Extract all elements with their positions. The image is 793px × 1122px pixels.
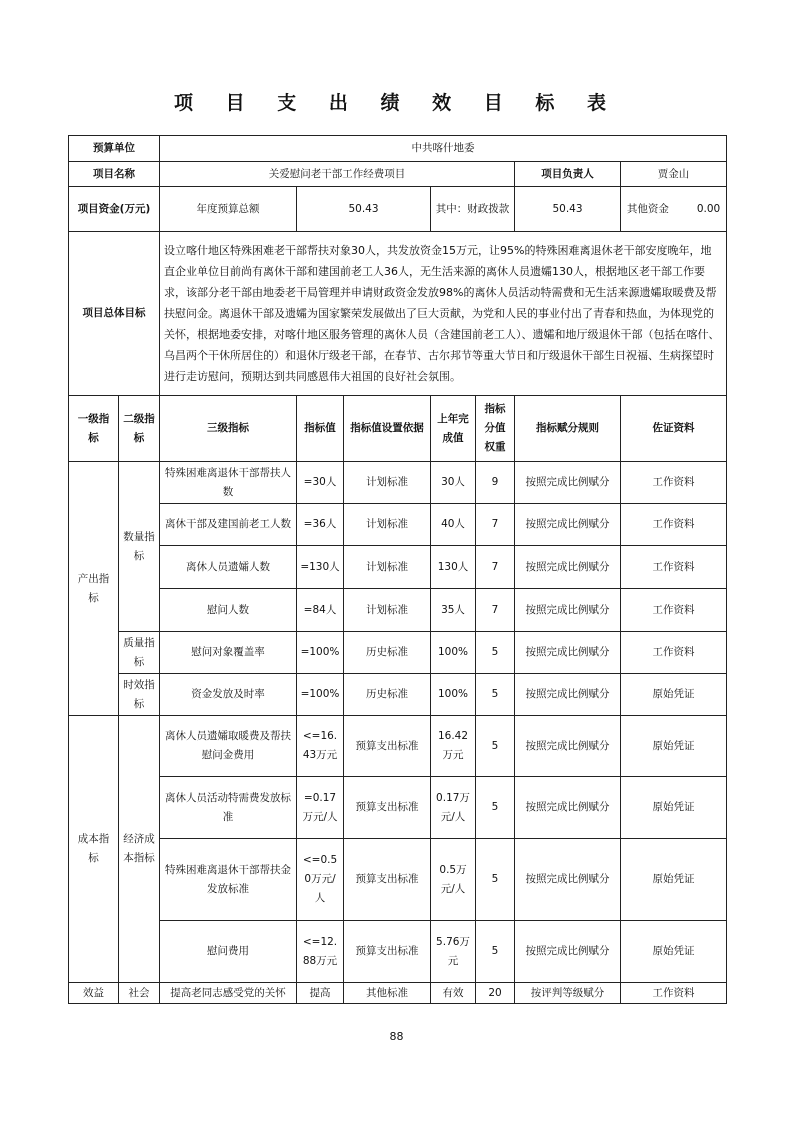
row-value: =84人 xyxy=(297,589,344,632)
row-value: <=0.50万元/人 xyxy=(297,839,344,921)
row-basis: 计划标准 xyxy=(344,462,431,504)
row-name: 资金发放及时率 xyxy=(160,674,297,716)
row-last: 5.76万元 xyxy=(431,921,476,983)
budget-unit-value: 中共喀什地委 xyxy=(160,136,727,162)
row-value: =0.17万元/人 xyxy=(297,777,344,839)
row-weight: 5 xyxy=(476,674,515,716)
row-basis: 计划标准 xyxy=(344,589,431,632)
other-funds-value: 0.00 xyxy=(696,202,721,215)
row-rule: 按评判等级赋分 xyxy=(515,983,621,1004)
row-value: <=12.88万元 xyxy=(297,921,344,983)
other-funds-cell xyxy=(621,187,727,232)
header-last-year: 上年完成值 xyxy=(431,396,476,462)
row-basis: 历史标准 xyxy=(344,674,431,716)
page-number: 88 xyxy=(389,1030,404,1043)
overall-goal-text: 设立喀什地区特殊困难老干部帮扶对象30人，共发放资金15万元，让95%的特殊困难离退休老干部安度晚年，地直企业单位目前尚有离休干部和建国前老工人36人，无生活来源的离休人员遗孀130人，根据地区老干部工作要求，该部分老干部由地委老干局管理并申请财政资金发放98%的离休人员活动特需费和无生活来源遗孀取暖费及帮扶慰问金。离退休干部及遗孀为国家繁荣发展做出了巨大贡献，为党和人民的事业付出了青春和热血，为体现党的关怀，根据地委安排，对喀什地区服务管理的离休人员（含建国前老工人）、遗孀和地厅级退休干部（包括在喀什、乌昌两个干休所居住的）和退休厅级老干部，在春节、古尔邦节等重大节日和厅级退休干部生日祝福、生病探望时进行走访慰问，预期达到共同感恩伟大祖国的良好社会氛围。 xyxy=(160,232,727,396)
row-rule: 按照完成比例赋分 xyxy=(515,777,621,839)
header-weight: 指标分值权重 xyxy=(476,396,515,462)
fiscal-value: 50.43 xyxy=(515,187,621,232)
row-value: 提高 xyxy=(297,983,344,1004)
overall-goal-label: 项目总体目标 xyxy=(69,232,160,396)
group-economic: 经济成本指标 xyxy=(119,716,160,983)
row-rule: 按照完成比例赋分 xyxy=(515,462,621,504)
row-rule: 按照完成比例赋分 xyxy=(515,589,621,632)
row-last: 100% xyxy=(431,674,476,716)
row-weight: 5 xyxy=(476,921,515,983)
row-evidence: 原始凭证 xyxy=(621,839,727,921)
group-quality: 质量指标 xyxy=(119,632,160,674)
row-last: 100% xyxy=(431,632,476,674)
row-basis: 其他标准 xyxy=(344,983,431,1004)
row-evidence: 工作资料 xyxy=(621,983,727,1004)
row-evidence: 原始凭证 xyxy=(621,777,727,839)
row-basis: 计划标准 xyxy=(344,546,431,589)
row-evidence: 工作资料 xyxy=(621,632,727,674)
budget-unit-label: 预算单位 xyxy=(69,136,160,162)
row-name: 慰问对象覆盖率 xyxy=(160,632,297,674)
header-basis: 指标值设置依据 xyxy=(344,396,431,462)
project-name-label: 项目名称 xyxy=(69,162,160,187)
row-weight: 7 xyxy=(476,504,515,546)
project-name-value: 关爱慰问老干部工作经费项目 xyxy=(160,162,515,187)
group-quantity: 数量指标 xyxy=(119,462,160,632)
row-weight: 5 xyxy=(476,716,515,777)
row-name: 特殊困难离退休干部帮扶人数 xyxy=(160,462,297,504)
row-name: 离休人员活动特需费发放标准 xyxy=(160,777,297,839)
row-value: <=16.43万元 xyxy=(297,716,344,777)
group-timeliness: 时效指标 xyxy=(119,674,160,716)
row-evidence: 原始凭证 xyxy=(621,716,727,777)
row-last: 35人 xyxy=(431,589,476,632)
group-cost: 成本指标 xyxy=(69,716,119,983)
fiscal-label: 其中：财政拨款 xyxy=(431,187,515,232)
row-weight: 5 xyxy=(476,632,515,674)
row-last: 30人 xyxy=(431,462,476,504)
row-rule: 按照完成比例赋分 xyxy=(515,674,621,716)
header-rule: 指标赋分规则 xyxy=(515,396,621,462)
page-title: 项 目 支 出 绩 效 目 标 表 xyxy=(174,92,619,114)
row-last: 130人 xyxy=(431,546,476,589)
row-value: =36人 xyxy=(297,504,344,546)
row-value: =130人 xyxy=(297,546,344,589)
row-name: 慰问费用 xyxy=(160,921,297,983)
row-weight: 5 xyxy=(476,777,515,839)
row-name: 慰问人数 xyxy=(160,589,297,632)
row-basis: 预算支出标准 xyxy=(344,839,431,921)
row-weight: 5 xyxy=(476,839,515,921)
header-level2: 二级指标 xyxy=(119,396,160,462)
header-level1: 一级指标 xyxy=(69,396,119,462)
row-value: =100% xyxy=(297,632,344,674)
row-value: =30人 xyxy=(297,462,344,504)
row-weight: 7 xyxy=(476,589,515,632)
header-evidence: 佐证资料 xyxy=(621,396,727,462)
header-value: 指标值 xyxy=(297,396,344,462)
row-basis: 计划标准 xyxy=(344,504,431,546)
group-benefit: 效益 xyxy=(69,983,119,1004)
row-basis: 预算支出标准 xyxy=(344,921,431,983)
row-rule: 按照完成比例赋分 xyxy=(515,504,621,546)
row-name: 离休人员遗孀取暖费及帮扶慰问金费用 xyxy=(160,716,297,777)
row-name: 提高老同志感受党的关怀 xyxy=(160,983,297,1004)
row-weight: 7 xyxy=(476,546,515,589)
row-evidence: 原始凭证 xyxy=(621,921,727,983)
annual-budget-label: 年度预算总额 xyxy=(160,187,297,232)
row-evidence: 工作资料 xyxy=(621,589,727,632)
row-evidence: 工作资料 xyxy=(621,504,727,546)
row-last: 0.5万元/人 xyxy=(431,839,476,921)
row-name: 离休人员遗孀人数 xyxy=(160,546,297,589)
row-evidence: 工作资料 xyxy=(621,546,727,589)
row-last: 16.42万元 xyxy=(431,716,476,777)
row-last: 0.17万元/人 xyxy=(431,777,476,839)
row-value: =100% xyxy=(297,674,344,716)
row-name: 特殊困难离退休干部帮扶金发放标准 xyxy=(160,839,297,921)
row-rule: 按照完成比例赋分 xyxy=(515,632,621,674)
row-basis: 预算支出标准 xyxy=(344,716,431,777)
row-evidence: 原始凭证 xyxy=(621,674,727,716)
project-leader-value: 贾金山 xyxy=(621,162,727,187)
row-basis: 历史标准 xyxy=(344,632,431,674)
row-last: 有效 xyxy=(431,983,476,1004)
group-social: 社会 xyxy=(119,983,160,1004)
row-name: 离休干部及建国前老工人数 xyxy=(160,504,297,546)
row-evidence: 工作资料 xyxy=(621,462,727,504)
row-weight: 9 xyxy=(476,462,515,504)
performance-table xyxy=(68,135,727,1004)
annual-budget-value: 50.43 xyxy=(297,187,431,232)
row-rule: 按照完成比例赋分 xyxy=(515,921,621,983)
row-last: 40人 xyxy=(431,504,476,546)
funds-label: 项目资金(万元) xyxy=(69,187,160,232)
project-leader-label: 项目负责人 xyxy=(515,162,621,187)
row-rule: 按照完成比例赋分 xyxy=(515,839,621,921)
row-rule: 按照完成比例赋分 xyxy=(515,546,621,589)
row-basis: 预算支出标准 xyxy=(344,777,431,839)
other-funds-label: 其他资金 xyxy=(626,202,669,215)
header-level3: 三级指标 xyxy=(160,396,297,462)
group-output: 产出指标 xyxy=(69,462,119,716)
row-rule: 按照完成比例赋分 xyxy=(515,716,621,777)
row-weight: 20 xyxy=(476,983,515,1004)
